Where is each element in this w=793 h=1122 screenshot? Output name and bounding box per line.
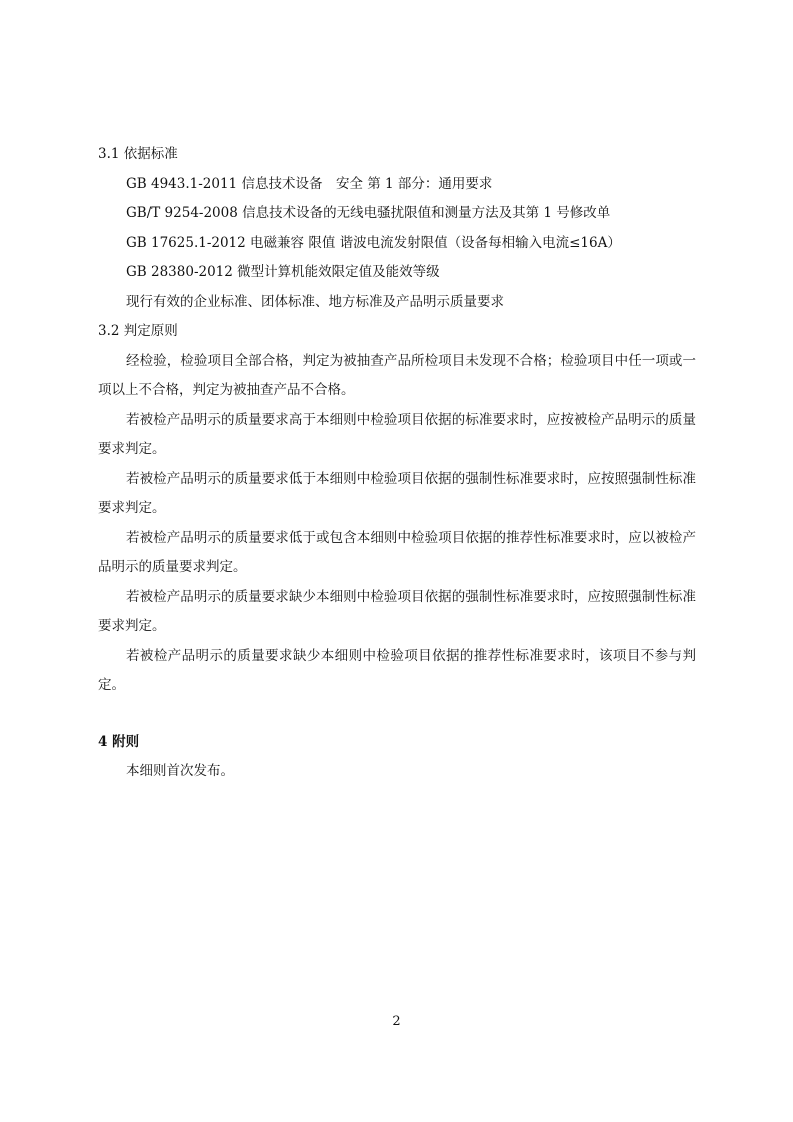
standard-item: 现行有效的企业标准、团体标准、地方标准及产品明示质量要求: [126, 293, 504, 310]
judgment-principles: [98, 347, 698, 701]
judgment-paragraph: 若被检产品明示的质量要求缺少本细则中检验项目依据的推荐性标准要求时，该项目不参与判定。: [98, 647, 696, 693]
standard-item: GB 28380-2012 微型计算机能效限定值及能效等级: [126, 264, 440, 280]
standards-list: [98, 170, 698, 318]
judgment-paragraph: 经检验，检验项目全部合格，判定为被抽查产品所检项目未发现不合格；检验项目中任一项或一项以上不合格，判定为被抽查产品不合格。: [98, 352, 696, 398]
judgment-paragraph: 若被检产品明示的质量要求低于本细则中检验项目依据的强制性标准要求时，应按照强制性标准要求判定。: [98, 470, 696, 516]
page-number: 2: [392, 1014, 401, 1029]
section-spacer: [98, 701, 698, 728]
section-3-2-heading: 3.2 判定原则: [98, 323, 178, 339]
judgment-paragraph: 若被检产品明示的质量要求低于或包含本细则中检验项目依据的推荐性标准要求时，应以被检产品明示的质量要求判定。: [98, 529, 696, 575]
section-4-heading: 4 附则: [98, 733, 140, 750]
section-3-1-heading: 3.1 依据标准: [98, 146, 178, 162]
standard-item: GB 4943.1-2011 信息技术设备 安全 第 1 部分：通用要求: [126, 175, 493, 192]
standard-item: GB/T 9254-2008 信息技术设备的无线电骚扰限值和测量方法及其第 1 号修改单: [126, 205, 611, 221]
page-content: [98, 140, 698, 787]
judgment-paragraph: 若被检产品明示的质量要求缺少本细则中检验项目依据的强制性标准要求时，应按照强制性标准要求判定。: [98, 588, 696, 634]
judgment-paragraph: 若被检产品明示的质量要求高于本细则中检验项目依据的标准要求时，应按被检产品明示的质量要求判定。: [98, 411, 696, 457]
section-4-text: 本细则首次发布。: [126, 763, 234, 779]
standard-item: GB 17625.1-2012 电磁兼容 限值 谐波电流发射限值（设备每相输入电流≤16A）: [126, 234, 621, 251]
